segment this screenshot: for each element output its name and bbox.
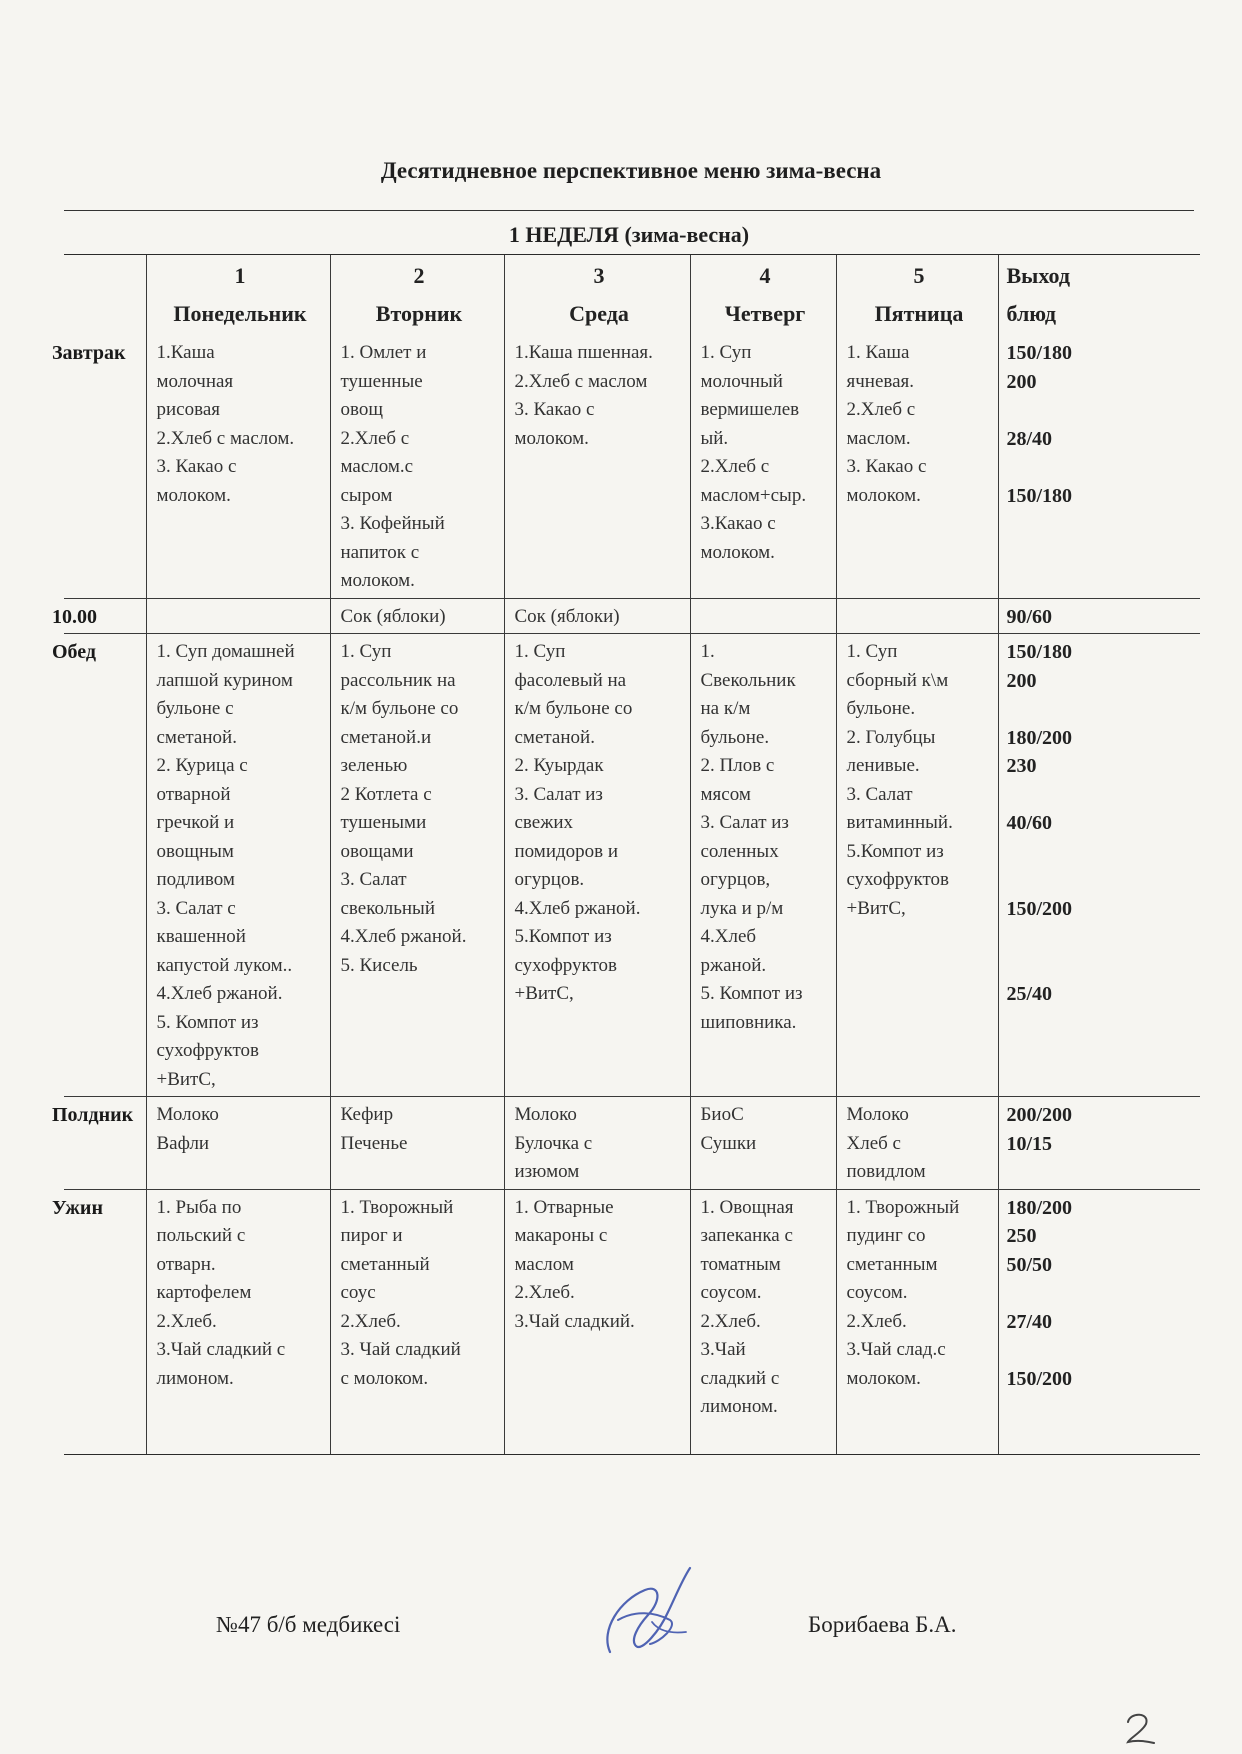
yield-value [1007, 923, 1195, 952]
meal-label: Полдник [64, 1097, 146, 1190]
yield-value: 200 [1006, 370, 1037, 393]
dish-line: 1. Рыба по [156, 1196, 242, 1218]
dish-line: польский с [156, 1225, 246, 1246]
dish-line: огурцов, [700, 869, 771, 890]
dish-line: 3. Салат с [156, 897, 236, 919]
header-yield [998, 255, 1200, 335]
yield-cell [998, 1189, 1200, 1454]
header-empty-cell [64, 255, 146, 335]
dish-line: запеканка с [700, 1225, 793, 1246]
header-day-4 [690, 255, 836, 335]
dish-line: зеленью [340, 755, 408, 776]
dish-line: к/м бульоне со [340, 698, 459, 719]
dish-line: маслом. [846, 427, 911, 449]
dish-line: 3. Салат из [514, 783, 603, 805]
dish-line: капустой луком.. [156, 954, 293, 976]
dish-line: 1. Омлет и [340, 342, 427, 363]
dish-line: Булочка с [514, 1132, 593, 1154]
yield-value: 40/60 [1006, 812, 1053, 834]
dish-line: отварн. [156, 1253, 216, 1275]
menu-cell-day-3 [504, 1189, 690, 1454]
dish-line: тушеными [340, 812, 427, 833]
dish-line: БиоС [700, 1104, 744, 1125]
dish-line: ржаной. [700, 954, 767, 976]
dish-line: 1. [700, 641, 715, 662]
dish-line: ый. [700, 427, 729, 449]
dish-line: 2.Хлеб с маслом [514, 370, 648, 392]
dish-line: пирог и [340, 1225, 403, 1246]
menu-cell-day-5 [836, 335, 998, 598]
menu-cell-day-4 [690, 1097, 836, 1190]
menu-cell-day-2 [330, 1189, 504, 1454]
dish-line: сухофруктов [156, 1040, 260, 1061]
dish-line: тушенные [340, 370, 423, 392]
dish-line: 2 Котлета с [340, 783, 432, 805]
dish-line: 1. Суп [340, 641, 392, 662]
dish-line: соусом. [846, 1282, 908, 1303]
dish-line: 3.Чай слад.с [846, 1339, 946, 1360]
meal-label: 10.00 [64, 598, 146, 634]
dish-line: 1. Суп домашней [156, 641, 295, 662]
header-day-1 [146, 255, 330, 335]
dish-line: 3. Кофейный [340, 513, 445, 534]
dish-line: Молоко [156, 1104, 219, 1125]
dish-line: маслом+сыр. [700, 484, 807, 506]
dish-line: 5. Компот из [156, 1011, 259, 1033]
yield-header-line2: блюд [1006, 301, 1056, 326]
yield-value [1007, 781, 1195, 810]
dish-line: мясом [700, 783, 751, 805]
dish-line: сметаной. [156, 726, 237, 748]
dish-line: +ВитС, [514, 983, 574, 1004]
dish-line: молочная [156, 370, 234, 392]
signature-mark [590, 1560, 700, 1670]
menu-cell-day-4 [690, 1189, 836, 1454]
dish-line: 3. Салат [846, 783, 913, 805]
yield-value [1007, 1279, 1195, 1308]
dish-line: сметанный [340, 1253, 430, 1275]
menu-cell-day-4 [690, 634, 836, 1097]
menu-cell-day-1 [146, 634, 330, 1097]
yield-cell [998, 335, 1200, 598]
dish-line: Сок (яблоки) [340, 605, 446, 627]
week-title: 1 НЕДЕЛЯ (зима-весна) [508, 222, 750, 247]
dish-line: бульоне с [156, 698, 234, 719]
yield-value: 150/180 [1006, 342, 1073, 364]
dish-line: молоком. [340, 570, 415, 591]
meal-label: Обед [64, 634, 146, 1097]
dish-line: сухофруктов [846, 869, 950, 890]
dish-line: 2. Голубцы [846, 726, 936, 748]
dish-line: 5.Компот из [846, 840, 944, 862]
yield-value: 230 [1006, 755, 1037, 777]
dish-line: макароны с [514, 1225, 608, 1246]
menu-table [52, 254, 1200, 1455]
yield-value [1007, 952, 1195, 981]
day-name: Понедельник [173, 301, 307, 326]
yield-value [1007, 838, 1195, 867]
dish-line: 1. Овощная [700, 1196, 794, 1218]
yield-value [1007, 453, 1195, 482]
menu-cell-day-1 [146, 598, 330, 634]
dish-line: 1. Суп [846, 641, 898, 662]
yield-value [1007, 1336, 1195, 1365]
dish-line: 1. Отварные [514, 1196, 614, 1218]
dish-line: 3. Какао с [514, 399, 595, 420]
menu-cell-day-5 [836, 598, 998, 634]
dish-line: +ВитС, [156, 1068, 216, 1090]
menu-cell-day-5 [836, 634, 998, 1097]
yield-value: 150/180 [1006, 484, 1073, 507]
menu-cell-day-1 [146, 335, 330, 598]
dish-line: рисовая [156, 399, 220, 420]
dish-line: сметанным [846, 1253, 938, 1275]
day-name: Среда [569, 301, 629, 326]
dish-line: молоком. [700, 541, 775, 563]
top-rule [64, 210, 1194, 211]
dish-line: молоком. [846, 484, 921, 506]
yield-value: 200 [1006, 669, 1037, 692]
dish-line: помидоров и [514, 840, 619, 862]
dish-line: сыром [340, 484, 393, 506]
dish-line: 3.Какао с [700, 513, 776, 534]
dish-line: маслом.с [340, 456, 414, 477]
dish-line: огурцов. [514, 869, 585, 890]
dish-line: подливом [156, 869, 235, 890]
dish-line: 2.Хлеб с маслом. [156, 427, 295, 449]
table-row [64, 1097, 1200, 1190]
dish-line: молоком. [846, 1367, 921, 1389]
menu-cell-day-3 [504, 634, 690, 1097]
dish-line: лука и р/м [700, 897, 784, 919]
table-row [64, 335, 1200, 598]
yield-header-line1: Выход [1006, 263, 1071, 288]
dish-line: овощ [340, 399, 383, 420]
table-row [64, 598, 1200, 634]
dish-line: 3. Какао с [846, 456, 927, 477]
dish-line: свекольный [340, 897, 435, 919]
dish-line: витаминный. [846, 812, 953, 833]
dish-line: 3. Салат [340, 869, 407, 890]
footer-signatory: Борибаева Б.А. [808, 1612, 957, 1637]
table-row [64, 634, 1200, 1097]
dish-line: 2.Хлеб. [700, 1310, 761, 1332]
dish-line: 3.Чай [700, 1339, 746, 1360]
dish-line: 2. Куырдак [514, 755, 604, 776]
dish-line: 2.Хлеб с [846, 399, 916, 420]
dish-line: Молоко [514, 1104, 577, 1125]
dish-line: 2. Плов с [700, 755, 775, 776]
table-header-row [64, 255, 1200, 335]
day-number: 5 [913, 263, 925, 288]
dish-line: Молоко [846, 1104, 909, 1125]
dish-line: шиповника. [700, 1011, 797, 1033]
yield-value: 50/50 [1006, 1253, 1053, 1276]
dish-line: 2.Хлеб. [846, 1310, 907, 1332]
menu-cell-day-2 [330, 1097, 504, 1190]
dish-line: отварной [156, 783, 231, 805]
dish-line: ячневая. [846, 370, 915, 392]
dish-line: напиток с [340, 541, 420, 563]
dish-line: молочный [700, 370, 783, 392]
dish-line: Сок (яблоки) [514, 605, 620, 627]
dish-line: 4.Хлеб ржаной. [156, 983, 283, 1004]
dish-line: Свекольник [700, 669, 796, 691]
yield-value: 25/40 [1006, 983, 1053, 1005]
menu-cell-day-2 [330, 634, 504, 1097]
dish-line: 3.Чай сладкий. [514, 1310, 635, 1332]
dish-line: 2.Хлеб. [514, 1282, 575, 1303]
yield-value: 90/60 [1006, 605, 1053, 628]
day-name: Вторник [375, 301, 463, 326]
header-day-3 [504, 255, 690, 335]
dish-line: 3. Какао с [156, 456, 237, 477]
dish-line: Кефир [340, 1104, 394, 1125]
dish-line: ленивые. [846, 755, 920, 776]
dish-line: +ВитС, [846, 897, 906, 919]
dish-line: гречкой и [156, 812, 235, 833]
dish-line: 2.Хлеб с [700, 456, 770, 477]
dish-line: молоком. [514, 427, 589, 449]
menu-cell-day-5 [836, 1189, 998, 1454]
dish-line: овощным [156, 840, 234, 862]
menu-cell-day-3 [504, 335, 690, 598]
dish-line: соусом. [700, 1282, 762, 1303]
menu-cell-day-2 [330, 335, 504, 598]
dish-line: пудинг со [846, 1225, 926, 1246]
dish-line: изюмом [514, 1161, 580, 1182]
dish-line: квашенной [156, 926, 246, 947]
dish-line: рассольник на [340, 669, 456, 691]
dish-line: лимоном. [700, 1396, 778, 1417]
dish-line: картофелем [156, 1282, 252, 1303]
dish-line: свежих [514, 812, 574, 833]
dish-line: 2.Хлеб. [156, 1310, 217, 1332]
menu-cell-day-3 [504, 1097, 690, 1190]
dish-line: 1.Каша [156, 342, 215, 363]
dish-line: 1. Творожный [846, 1196, 960, 1218]
yield-value: 28/40 [1006, 427, 1053, 450]
dish-line: 1. Суп [514, 641, 566, 662]
table-row [64, 1189, 1200, 1454]
day-number: 1 [234, 263, 246, 288]
yield-value: 250 [1006, 1225, 1037, 1247]
dish-line: сухофруктов [514, 954, 618, 976]
dish-line: 1.Каша пшенная. [514, 342, 653, 363]
dish-line: вермишелев [700, 399, 800, 420]
yield-cell [998, 598, 1200, 634]
dish-line: Сушки [700, 1132, 757, 1154]
day-number: 2 [413, 263, 425, 288]
dish-line: с молоком. [340, 1367, 429, 1389]
dish-line: бульоне. [700, 726, 770, 748]
dish-line: соус [340, 1282, 376, 1303]
handwritten-page-number [1120, 1710, 1160, 1746]
dish-line: соленных [700, 840, 779, 862]
dish-line: 2. Курица с [156, 755, 248, 776]
menu-cell-day-3 [504, 598, 690, 634]
dish-line: 1. Суп [700, 342, 752, 363]
dish-line: 5.Компот из [514, 926, 612, 947]
dish-line: сметаной.и [340, 726, 432, 748]
dish-line: 3. Чай сладкий [340, 1339, 461, 1360]
dish-line: 1. Творожный [340, 1196, 454, 1218]
dish-line: сметаной. [514, 726, 595, 748]
dish-line: лапшой курином [156, 669, 293, 691]
dish-line: 2.Хлеб. [340, 1310, 401, 1332]
document-title: Десятидневное перспективное меню зима-весна [380, 158, 882, 183]
dish-line: лимоном. [156, 1367, 234, 1389]
dish-line: 1. Каша [846, 342, 910, 363]
day-name: Пятница [874, 301, 964, 326]
dish-line: 3.Чай сладкий с [156, 1339, 286, 1360]
dish-line: 2.Хлеб с [340, 427, 410, 449]
dish-line: 5. Компот из [700, 983, 803, 1004]
dish-line: сладкий с [700, 1367, 780, 1389]
yield-value [1007, 695, 1195, 724]
dish-line: 4.Хлеб ржаной. [340, 926, 467, 947]
dish-line: повидлом [846, 1161, 926, 1182]
dish-line: 3. Салат из [700, 812, 789, 833]
menu-cell-day-1 [146, 1189, 330, 1454]
dish-line: бульоне. [846, 698, 916, 719]
menu-cell-day-4 [690, 598, 836, 634]
header-day-5 [836, 255, 998, 335]
header-day-2 [330, 255, 504, 335]
footer-position: №47 б/б медбикесі [216, 1612, 401, 1637]
day-number: 3 [593, 263, 605, 288]
yield-value: 180/200 [1006, 1196, 1073, 1219]
dish-line: сборный к\м [846, 669, 949, 691]
menu-cell-day-1 [146, 1097, 330, 1190]
meal-label: Завтрак [52, 342, 126, 364]
yield-value: 150/200 [1006, 897, 1073, 920]
yield-value: 27/40 [1006, 1310, 1053, 1333]
yield-value: 200/200 [1006, 1104, 1073, 1126]
day-name: Четверг [724, 301, 806, 326]
meal-label: Ужин [64, 1189, 146, 1454]
yield-cell [998, 634, 1200, 1097]
menu-cell-day-5 [836, 1097, 998, 1190]
dish-line: овощами [340, 840, 414, 862]
menu-cell-day-2 [330, 598, 504, 634]
yield-value: 150/180 [1006, 641, 1073, 663]
dish-line: 5. Кисель [340, 954, 418, 976]
dish-line: Печенье [340, 1132, 408, 1154]
dish-line: фасолевый на [514, 669, 627, 691]
menu-cell-day-4 [690, 335, 836, 598]
yield-cell [998, 1097, 1200, 1190]
dish-line: томатным [700, 1253, 781, 1275]
dish-line: 4.Хлеб ржаной. [514, 897, 641, 919]
dish-line: 4.Хлеб [700, 926, 757, 947]
dish-line: Вафли [156, 1132, 210, 1154]
yield-value: 150/200 [1006, 1367, 1073, 1390]
yield-value [1007, 866, 1195, 895]
day-number: 4 [759, 263, 771, 288]
dish-line: молоком. [156, 484, 231, 506]
yield-value: 180/200 [1006, 726, 1073, 749]
yield-value [1007, 396, 1195, 425]
yield-value: 10/15 [1006, 1132, 1053, 1155]
dish-line: к/м бульоне со [514, 698, 633, 719]
dish-line: маслом [514, 1253, 574, 1275]
dish-line: на к/м [700, 698, 751, 719]
dish-line: Хлеб с [846, 1132, 901, 1154]
